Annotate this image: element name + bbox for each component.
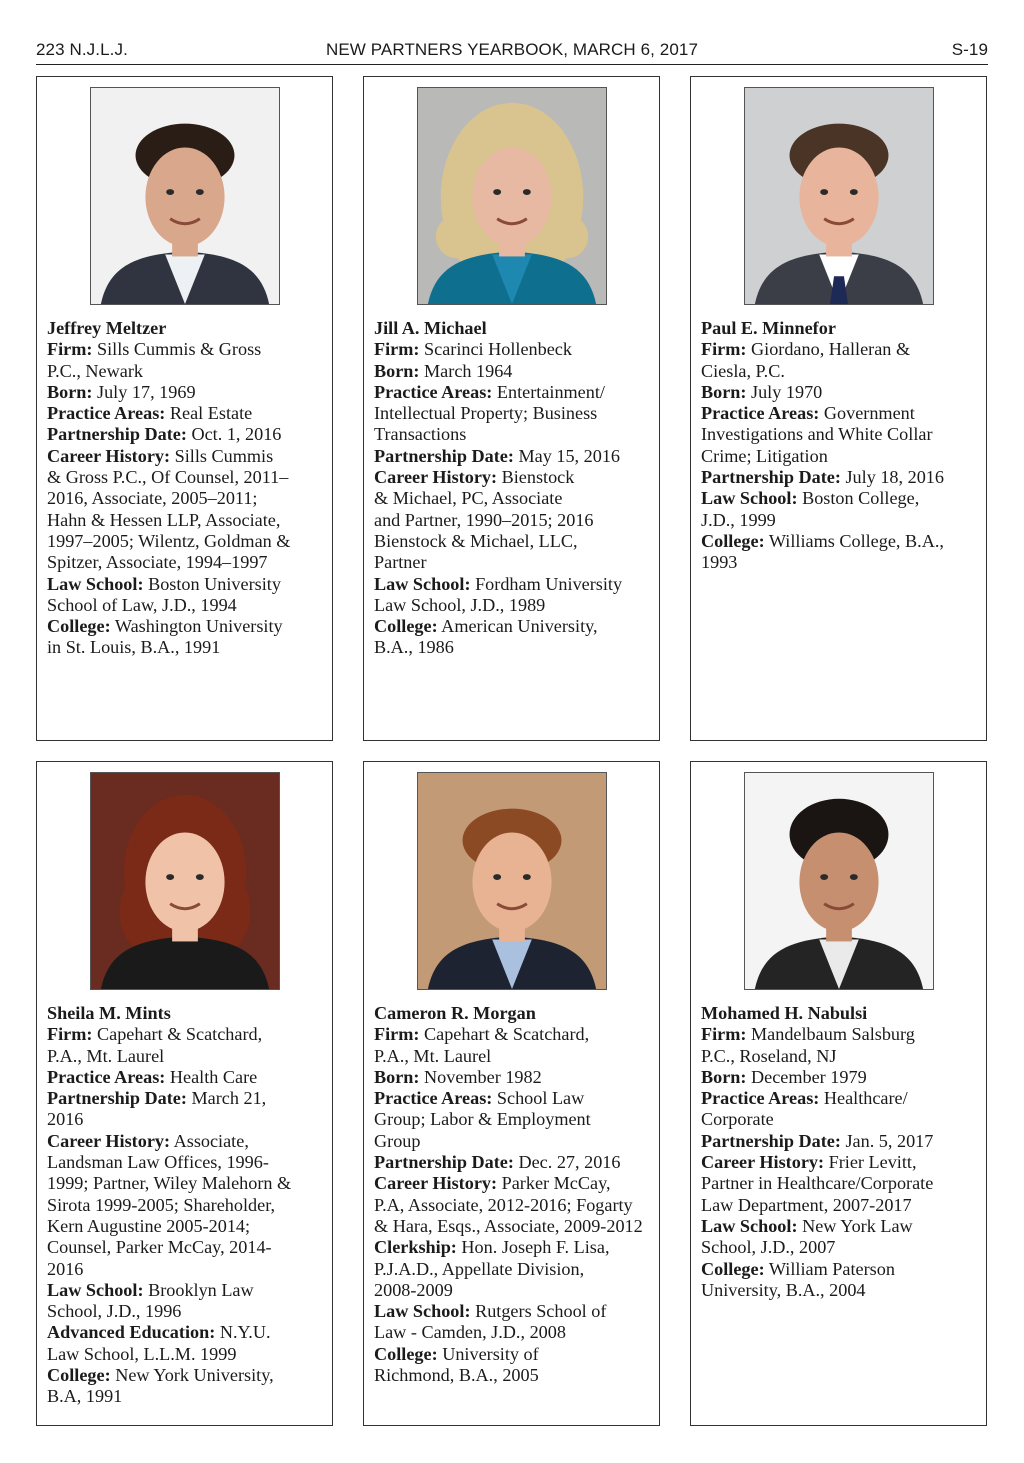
- bio-line: [374, 1024, 659, 1045]
- field-value: 1999; Partner, Wiley Malehorn &: [47, 1173, 292, 1194]
- bio-line: [47, 1216, 332, 1237]
- bio-line: [374, 467, 659, 488]
- portrait-photo: [744, 772, 934, 990]
- field-value: School, J.D., 2007: [701, 1237, 836, 1258]
- bio-line: [47, 1237, 332, 1258]
- bio-line: [374, 574, 659, 595]
- profile-bio: [701, 1003, 986, 1301]
- field-value: 2016, Associate, 2005–2011;: [47, 488, 258, 509]
- field-label: Law School:: [374, 1301, 471, 1322]
- bio-line: [47, 1109, 332, 1130]
- field-value: P.C., Newark: [47, 360, 143, 381]
- bio-line: [47, 1152, 332, 1173]
- bio-line: [47, 1365, 332, 1386]
- bio-line: [701, 339, 986, 360]
- profile-card: [690, 761, 987, 1426]
- field-label: Career History:: [47, 1130, 171, 1151]
- field-value: Law School, L.L.M. 1999: [47, 1343, 237, 1364]
- profile-card: [36, 761, 333, 1426]
- field-label: Advanced Education:: [47, 1322, 216, 1343]
- bio-line: [47, 1301, 332, 1322]
- field-value: Brooklyn Law: [143, 1279, 254, 1300]
- bio-line: [374, 1109, 659, 1130]
- bio-line: [47, 1067, 332, 1088]
- bio-line: [374, 616, 659, 637]
- field-value: & Michael, PC, Associate: [374, 488, 563, 509]
- field-label: College:: [701, 530, 765, 551]
- portrait-photo: [744, 87, 934, 305]
- field-value: B.A., 1986: [374, 637, 454, 658]
- portrait-illustration: [418, 773, 606, 989]
- bio-line: [701, 1173, 986, 1194]
- person-name: Jeffrey Meltzer: [47, 318, 167, 338]
- person-name: Sheila M. Mints: [47, 1003, 171, 1023]
- field-value: P.A., Mt. Laurel: [374, 1045, 492, 1066]
- bio-line: [47, 339, 332, 360]
- field-value: P.A, Associate, 2012-2016; Fogarty: [374, 1194, 633, 1215]
- field-value: American University,: [437, 616, 598, 637]
- field-label: Born:: [701, 1066, 747, 1087]
- field-label: Career History:: [701, 1152, 825, 1173]
- field-label: Firm:: [374, 339, 420, 360]
- field-label: Practice Areas:: [374, 1088, 493, 1109]
- field-value: P.A., Mt. Laurel: [47, 1045, 165, 1066]
- field-value: New York Law: [797, 1215, 913, 1236]
- field-value: July 1970: [746, 381, 823, 402]
- field-value: 1997–2005; Wilentz, Goldman &: [47, 530, 291, 551]
- bio-line: [374, 339, 659, 360]
- field-label: Firm:: [47, 1024, 93, 1045]
- field-value: Partner: [374, 552, 427, 573]
- bio-line: [47, 1322, 332, 1343]
- field-label: Firm:: [701, 339, 747, 360]
- field-label: College:: [47, 1365, 111, 1386]
- field-value: Hon. Joseph F. Lisa,: [456, 1237, 610, 1258]
- bio-line: [701, 1024, 986, 1045]
- bio-line: [374, 1237, 659, 1258]
- page-header: [36, 40, 988, 65]
- bio-line: [47, 1088, 332, 1109]
- field-label: Career History:: [47, 445, 171, 466]
- portrait-illustration: [745, 88, 933, 304]
- field-value: Capehart & Scatchard,: [92, 1024, 263, 1045]
- field-label: Law School:: [47, 573, 144, 594]
- field-value: Investigations and White Collar: [701, 424, 933, 445]
- publication-volume: 223 N.J.L.J.: [36, 40, 128, 59]
- field-value: P.J.A.D., Appellate Division,: [374, 1258, 585, 1279]
- bio-line: [47, 1046, 332, 1067]
- bio-line: [701, 1046, 986, 1067]
- bio-line: [374, 1280, 659, 1301]
- bio-line: [701, 403, 986, 424]
- field-value: Sills Cummis & Gross: [92, 339, 262, 360]
- profile-card: [690, 76, 987, 741]
- field-value: Sirota 1999-2005; Shareholder,: [47, 1194, 276, 1215]
- field-value: School Law: [492, 1088, 585, 1109]
- field-value: University, B.A., 2004: [701, 1279, 866, 1300]
- field-value: Washington University: [110, 616, 283, 637]
- bio-line: [701, 1280, 986, 1301]
- field-value: Partner in Healthcare/Corporate: [701, 1173, 934, 1194]
- field-label: Career History:: [374, 1173, 498, 1194]
- bio-line: [47, 637, 332, 658]
- field-value: & Gross P.C., Of Counsel, 2011–: [47, 467, 289, 488]
- bio-line: [701, 1067, 986, 1088]
- field-value: Fordham University: [470, 573, 623, 594]
- profile-bio: [47, 318, 332, 659]
- bio-line: [374, 1344, 659, 1365]
- bio-line: [374, 488, 659, 509]
- field-label: Born:: [701, 381, 747, 402]
- field-value: Hahn & Hessen LLP, Associate,: [47, 509, 281, 530]
- portrait-illustration: [745, 773, 933, 989]
- field-value: B.A, 1991: [47, 1386, 123, 1407]
- bio-line: [374, 552, 659, 573]
- bio-line: [701, 1195, 986, 1216]
- field-value: Real Estate: [165, 403, 253, 424]
- field-label: Born:: [374, 360, 420, 381]
- page-number: S-19: [951, 40, 988, 59]
- field-value: Intellectual Property; Business: [374, 403, 598, 424]
- bio-line: [47, 361, 332, 382]
- bio-line: [47, 488, 332, 509]
- field-value: N.Y.U.: [215, 1322, 271, 1343]
- bio-line: [374, 403, 659, 424]
- bio-line: [374, 1216, 659, 1237]
- bio-line: [374, 531, 659, 552]
- field-label: College:: [701, 1258, 765, 1279]
- field-value: Transactions: [374, 424, 467, 445]
- field-label: Born:: [374, 1066, 420, 1087]
- field-value: Crime; Litigation: [701, 445, 828, 466]
- field-value: Health Care: [165, 1066, 258, 1087]
- bio-line: [374, 1067, 659, 1088]
- field-value: Capehart & Scatchard,: [419, 1024, 590, 1045]
- bio-line: [701, 531, 986, 552]
- bio-line: [701, 1109, 986, 1130]
- field-value: Government: [819, 403, 915, 424]
- field-value: William Paterson: [764, 1258, 895, 1279]
- field-value: Associate,: [170, 1130, 249, 1151]
- field-label: Law School:: [701, 1215, 798, 1236]
- field-value: Bienstock & Michael, LLC,: [374, 530, 578, 551]
- field-label: Firm:: [374, 1024, 420, 1045]
- field-value: Corporate: [701, 1109, 774, 1130]
- field-label: Practice Areas:: [47, 1066, 166, 1087]
- field-value: Mandelbaum Salsburg: [746, 1024, 915, 1045]
- profile-bio: [374, 1003, 659, 1386]
- field-value: Bienstock: [497, 467, 575, 488]
- field-label: Partnership Date:: [47, 1088, 187, 1109]
- field-label: Law School:: [47, 1279, 144, 1300]
- bio-line: [374, 1301, 659, 1322]
- field-label: Partnership Date:: [374, 1152, 514, 1173]
- field-value: Kern Augustine 2005-2014;: [47, 1215, 251, 1236]
- field-value: & Hara, Esqs., Associate, 2009-2012: [374, 1215, 643, 1236]
- bio-line: [374, 424, 659, 445]
- bio-line: [47, 1024, 332, 1045]
- field-label: College:: [47, 616, 111, 637]
- field-label: Practice Areas:: [701, 403, 820, 424]
- field-value: Group: [374, 1130, 421, 1151]
- field-value: Rutgers School of: [470, 1301, 607, 1322]
- field-value: Entertainment/: [492, 381, 605, 402]
- bio-line: [701, 467, 986, 488]
- field-value: Landsman Law Offices, 1996-: [47, 1152, 269, 1173]
- field-label: Partnership Date:: [374, 445, 514, 466]
- bio-line: [374, 382, 659, 403]
- field-value: Law Department, 2007-2017: [701, 1194, 912, 1215]
- person-name: Mohamed H. Nabulsi: [701, 1003, 868, 1023]
- field-value: Boston University: [143, 573, 281, 594]
- bio-line: [47, 467, 332, 488]
- field-value: Giordano, Halleran &: [746, 339, 911, 360]
- person-name: Jill A. Michael: [374, 318, 487, 338]
- bio-line: [47, 531, 332, 552]
- field-value: New York University,: [110, 1365, 274, 1386]
- bio-line: [374, 1322, 659, 1343]
- portrait-illustration: [91, 773, 279, 989]
- field-value: in St. Louis, B.A., 1991: [47, 637, 221, 658]
- bio-line: [47, 446, 332, 467]
- field-label: Partnership Date:: [47, 424, 187, 445]
- portrait-photo: [90, 772, 280, 990]
- bio-line: [701, 488, 986, 509]
- field-value: 2008-2009: [374, 1279, 453, 1300]
- field-value: December 1979: [746, 1066, 867, 1087]
- bio-line: [374, 1131, 659, 1152]
- bio-line: [374, 1046, 659, 1067]
- bio-line: [47, 510, 332, 531]
- field-label: Born:: [47, 381, 93, 402]
- field-value: July 18, 2016: [840, 467, 944, 488]
- field-value: Healthcare/: [819, 1088, 908, 1109]
- field-value: Parker McCay,: [497, 1173, 611, 1194]
- bio-line: [701, 1216, 986, 1237]
- field-value: P.C., Roseland, NJ: [701, 1045, 837, 1066]
- field-label: Career History:: [374, 467, 498, 488]
- person-name: Cameron R. Morgan: [374, 1003, 536, 1023]
- bio-line: [47, 595, 332, 616]
- field-value: Ciesla, P.C.: [701, 360, 785, 381]
- bio-line: [47, 552, 332, 573]
- bio-line: [47, 424, 332, 445]
- bio-line: [701, 1259, 986, 1280]
- bio-line: [701, 552, 986, 573]
- bio-line: [47, 1344, 332, 1365]
- portrait-photo: [90, 87, 280, 305]
- bio-line: [47, 616, 332, 637]
- field-value: University of: [437, 1343, 539, 1364]
- bio-line: [701, 1237, 986, 1258]
- profile-card: [36, 76, 333, 741]
- bio-line: [47, 1195, 332, 1216]
- field-label: Firm:: [47, 339, 93, 360]
- field-value: Spitzer, Associate, 1994–1997: [47, 552, 268, 573]
- field-value: Oct. 1, 2016: [186, 424, 282, 445]
- bio-line: [374, 637, 659, 658]
- bio-line: [374, 1088, 659, 1109]
- bio-line: [701, 1088, 986, 1109]
- profile-bio: [47, 1003, 332, 1408]
- bio-line: [47, 1173, 332, 1194]
- field-value: School of Law, J.D., 1994: [47, 594, 237, 615]
- publication-title: NEW PARTNERS YEARBOOK, MARCH 6, 2017: [325, 40, 699, 59]
- field-value: Frier Levitt,: [824, 1152, 917, 1173]
- bio-line: [374, 1152, 659, 1173]
- field-value: School, J.D., 1996: [47, 1301, 182, 1322]
- field-label: Partnership Date:: [701, 467, 841, 488]
- bio-line: [374, 595, 659, 616]
- bio-line: [374, 1195, 659, 1216]
- field-value: Richmond, B.A., 2005: [374, 1365, 539, 1386]
- bio-line: [47, 574, 332, 595]
- field-label: Clerkship:: [374, 1237, 457, 1258]
- field-value: 2016: [47, 1109, 84, 1130]
- field-label: Practice Areas:: [47, 403, 166, 424]
- field-value: Williams College, B.A.,: [764, 530, 944, 551]
- field-value: Scarinci Hollenbeck: [419, 339, 572, 360]
- field-label: Law School:: [374, 573, 471, 594]
- field-value: Jan. 5, 2017: [840, 1130, 934, 1151]
- bio-line: [47, 1259, 332, 1280]
- field-label: Partnership Date:: [701, 1130, 841, 1151]
- field-label: College:: [374, 1343, 438, 1364]
- bio-line: [374, 1173, 659, 1194]
- field-value: March 1964: [419, 360, 513, 381]
- bio-line: [374, 446, 659, 467]
- bio-line: [701, 382, 986, 403]
- field-value: Dec. 27, 2016: [513, 1152, 621, 1173]
- bio-line: [701, 361, 986, 382]
- field-value: 1993: [701, 552, 738, 573]
- portrait-illustration: [91, 88, 279, 304]
- field-value: Boston College,: [797, 488, 920, 509]
- profile-card: [363, 76, 660, 741]
- field-label: Practice Areas:: [374, 381, 493, 402]
- field-value: March 21,: [186, 1088, 267, 1109]
- field-label: Law School:: [701, 488, 798, 509]
- field-value: and Partner, 1990–2015; 2016: [374, 509, 594, 530]
- field-value: July 17, 1969: [92, 381, 196, 402]
- bio-line: [374, 1259, 659, 1280]
- field-label: Practice Areas:: [701, 1088, 820, 1109]
- bio-line: [701, 1131, 986, 1152]
- field-value: Group; Labor & Employment: [374, 1109, 591, 1130]
- profile-card: [363, 761, 660, 1426]
- profile-bio: [701, 318, 986, 574]
- bio-line: [47, 382, 332, 403]
- field-value: J.D., 1999: [701, 509, 776, 530]
- bio-line: [47, 403, 332, 424]
- field-value: May 15, 2016: [513, 445, 621, 466]
- bio-line: [701, 424, 986, 445]
- portrait-photo: [417, 772, 607, 990]
- bio-line: [47, 1131, 332, 1152]
- field-value: Law School, J.D., 1989: [374, 594, 546, 615]
- field-label: Firm:: [701, 1024, 747, 1045]
- field-value: 2016: [47, 1258, 84, 1279]
- portrait-illustration: [418, 88, 606, 304]
- bio-line: [374, 1365, 659, 1386]
- field-value: Counsel, Parker McCay, 2014-: [47, 1237, 272, 1258]
- bio-line: [47, 1280, 332, 1301]
- profile-bio: [374, 318, 659, 659]
- portrait-photo: [417, 87, 607, 305]
- person-name: Paul E. Minnefor: [701, 318, 836, 338]
- field-value: Sills Cummis: [170, 445, 274, 466]
- bio-line: [47, 1386, 332, 1407]
- bio-line: [374, 510, 659, 531]
- bio-line: [701, 1152, 986, 1173]
- bio-line: [701, 510, 986, 531]
- bio-line: [374, 361, 659, 382]
- bio-line: [701, 446, 986, 467]
- field-label: College:: [374, 616, 438, 637]
- field-value: Law - Camden, J.D., 2008: [374, 1322, 566, 1343]
- field-value: November 1982: [419, 1066, 542, 1087]
